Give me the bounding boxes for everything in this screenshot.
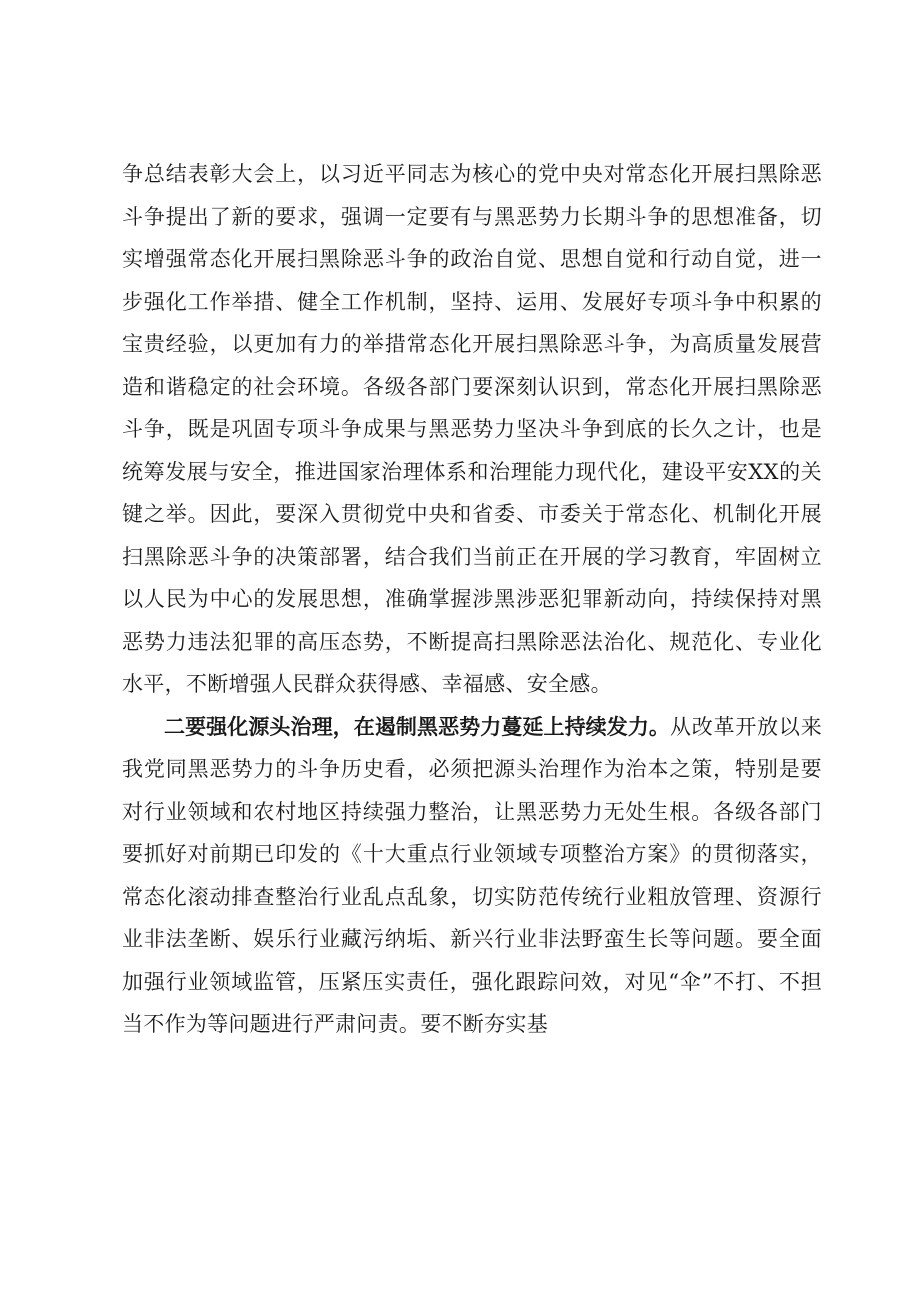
paragraph-1 [122,153,822,706]
paragraph-1-text: 争总结表彰大会上，以习近平同志为核心的党中央对常态化开展扫黑除恶斗争提出了新的要求，强调一定要有与黑恶势力长期斗争的思想准备，切实增强常态化开展扫黑除恶斗争的政治自觉、思想自觉和行动自觉，进一步强化工作举措、健全工作机制，坚持、运用、发展好专项斗争中积累的宝贵经验，以更加有力的举措常态化开展扫黑除恶斗争，为高质量发展营造和谐稳定的社会环境。各级各部门要深刻认识到，常态化开展扫黑除恶斗争，既是巩固专项斗争成果与黑恶势力坚决斗争到底的长久之计，也是统筹发展与安全，推进国家治理体系和治理能力现代化，建设平安XX的关键之举。因此，要深入贯彻党中央和省委、市委关于常态化、机制化开展扫黑除恶斗争的决策部署，结合我们当前正在开展的学习教育，牢固树立以人民为中心的发展思想，准确掌握涉黑涉恶犯罪新动向，持续保持对黑恶势力违法犯罪的高压态势，不断提高扫黑除恶法治化、规范化、专业化水平，不断增强人民群众获得感、幸福感、安全感。 [122,162,822,696]
paragraph-2 [122,706,822,1046]
paragraph-2-heading: 二要强化源头治理，在遏制黑恶势力蔓延上持续发力。 [164,714,670,739]
paragraph-2-text: 从改革开放以来我党同黑恶势力的斗争历史看，必须把源头治理作为治本之策，特别是要对行业领域和农村地区持续强力整治，让黑恶势力无处生根。各级各部门要抓好对前期已印发的《十大重点行业领域专项整治方案》的贯彻落实，常态化滚动排查整治行业乱点乱象，切实防范传统行业粗放管理、资源行业非法垄断、娱乐行业藏污纳垢、新兴行业非法野蛮生长等问题。要全面加强行业领域监管，压紧压实责任，强化跟踪问效，对见“伞”不打、不担当不作为等问题进行严肃问责。要不断夯实基 [122,714,822,1036]
document-body [122,153,822,1046]
